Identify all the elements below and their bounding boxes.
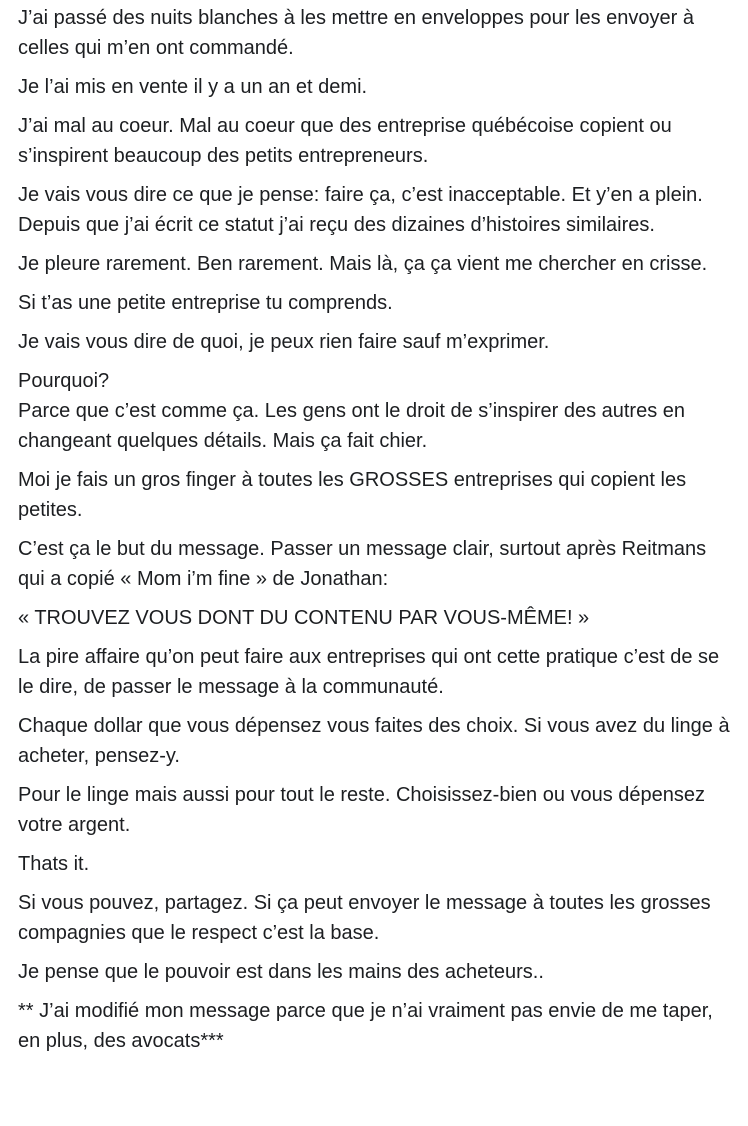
post-paragraph: Si vous pouvez, partagez. Si ça peut envoyer le message à toutes les grosses compagnies que le respect c’est la base. — [18, 892, 711, 944]
post-paragraph: Je pleure rarement. Ben rarement. Mais là, ça ça vient me chercher en crisse. — [18, 253, 708, 275]
post-paragraph: Pour le linge mais aussi pour tout le reste. Choisissez-bien ou vous dépensez votre argent. — [18, 784, 706, 836]
post-paragraph: La pire affaire qu’on peut faire aux entreprises qui ont cette pratique c’est de se le dire, de passer le message à la communauté. — [18, 646, 720, 698]
post-paragraph: Pourquoi? Parce que c’est comme ça. Les gens ont le droit de s’inspirer des autres en changeant quelques détails. Mais ça fait chier. — [18, 370, 686, 452]
post-paragraph: J’ai passé des nuits blanches à les mettre en enveloppes pour les envoyer à celles qui m’en ont commandé. — [18, 7, 694, 59]
post-paragraph: Si t’as une petite entreprise tu comprends. — [18, 292, 393, 314]
post-paragraph: Je pense que le pouvoir est dans les mains des acheteurs.. — [18, 961, 544, 983]
post-paragraph: Je vais vous dire de quoi, je peux rien faire sauf m’exprimer. — [18, 331, 550, 353]
post-paragraph: Chaque dollar que vous dépensez vous faites des choix. Si vous avez du linge à acheter, pensez-y. — [18, 715, 730, 767]
post-paragraph: Je vais vous dire ce que je pense: faire ça, c’est inacceptable. Et y’en a plein. Depuis que j’ai écrit ce statut j’ai reçu des dizaines d’histoires similaires. — [18, 184, 703, 236]
post-paragraph: J’ai mal au coeur. Mal au coeur que des entreprise québécoise copient ou s’inspirent beaucoup des petits entrepreneurs. — [18, 115, 672, 167]
post-paragraph: ** J’ai modifié mon message parce que je n’ai vraiment pas envie de me taper, en plus, des avocats*** — [18, 1000, 713, 1052]
post-paragraph: Thats it. — [18, 853, 90, 875]
post-paragraph: C’est ça le but du message. Passer un message clair, surtout après Reitmans qui a copié « Mom i’m fine » de Jonathan: — [18, 538, 707, 590]
post-paragraph: Je l’ai mis en vente il y a un an et demi. — [18, 76, 368, 98]
post-paragraph: Moi je fais un gros finger à toutes les GROSSES entreprises qui copient les petites. — [18, 469, 687, 521]
post-paragraph: « TROUVEZ VOUS DONT DU CONTENU PAR VOUS-MÊME! » — [18, 607, 590, 629]
